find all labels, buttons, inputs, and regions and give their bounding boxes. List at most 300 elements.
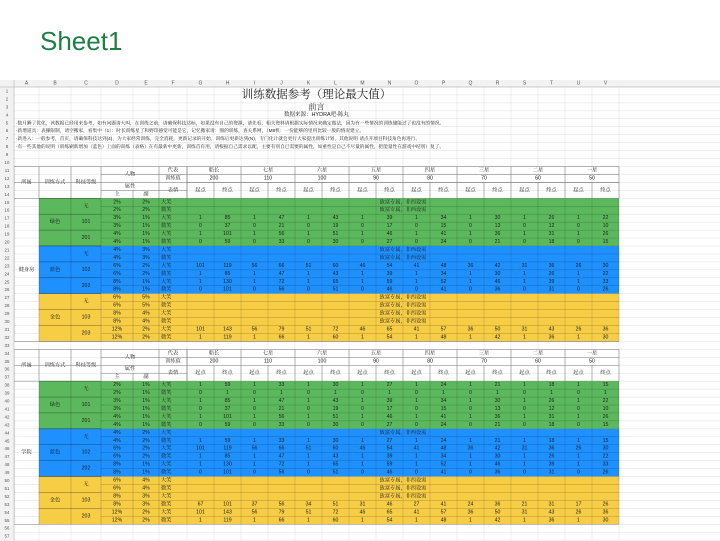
row-number[interactable]: 44 bbox=[4, 430, 10, 436]
data-value: 1 bbox=[469, 231, 472, 238]
column-header-l[interactable]: L bbox=[334, 80, 337, 87]
data-value: 41 bbox=[413, 326, 420, 333]
sub-attr: 2% bbox=[142, 453, 150, 460]
row-number[interactable]: 40 bbox=[4, 398, 10, 404]
data-value: 27 bbox=[386, 239, 393, 246]
data-value: 1 bbox=[415, 334, 418, 341]
sub-attr: 5% bbox=[142, 294, 150, 301]
data-value: 31 bbox=[548, 469, 555, 476]
column-header-g[interactable]: G bbox=[198, 80, 203, 87]
data-value: 1 bbox=[199, 334, 202, 341]
sub-attr: 1% bbox=[142, 398, 150, 405]
data-value: 41 bbox=[440, 469, 447, 476]
doc-note: ·数月瞬了优化，该数据已经用来参考，如有问题请大叫，在训练之前，请确保科技达标，如果没有自己的资源，请先看，相关资料请根据实际情况来确定做法，因为有一些情况的训练储能过了也没有的情况。 bbox=[16, 120, 445, 126]
row-number[interactable]: 34 bbox=[4, 350, 10, 356]
row-number[interactable]: 47 bbox=[4, 454, 10, 460]
data-value: 24 bbox=[440, 421, 447, 428]
start-label: 起点 bbox=[357, 187, 368, 194]
data-value: 31 bbox=[521, 509, 528, 516]
data-value: 36 bbox=[467, 445, 474, 452]
data-value: 59 bbox=[386, 461, 393, 468]
data-value: 101 bbox=[223, 501, 232, 508]
row-number[interactable]: 52 bbox=[4, 493, 10, 499]
data-value: 36 bbox=[494, 286, 501, 293]
rank-value: 60 bbox=[535, 175, 541, 182]
data-value: 0 bbox=[307, 405, 310, 412]
expression: 大笑 bbox=[161, 477, 172, 484]
data-value: 0 bbox=[577, 390, 580, 397]
row-number[interactable]: 21 bbox=[4, 247, 10, 253]
data-value: 0 bbox=[199, 223, 202, 230]
data-value: 1 bbox=[577, 453, 580, 460]
data-value: 42 bbox=[494, 517, 501, 524]
main-attr: 8% bbox=[113, 493, 121, 500]
column-header-f[interactable]: F bbox=[171, 80, 175, 87]
data-value: 41 bbox=[440, 413, 447, 420]
start-label: 起点 bbox=[519, 370, 530, 377]
data-value: 1 bbox=[523, 398, 526, 405]
data-value: 1 bbox=[523, 231, 526, 238]
row-number[interactable]: 31 bbox=[4, 326, 10, 332]
main-attr: 3% bbox=[113, 215, 121, 222]
data-value: 1 bbox=[307, 215, 310, 222]
tier-label: 103 bbox=[81, 314, 91, 321]
data-value: 1 bbox=[523, 437, 526, 444]
data-value: 56 bbox=[278, 413, 285, 420]
row-number[interactable]: 8 bbox=[5, 144, 9, 150]
data-value: 1 bbox=[577, 461, 580, 468]
data-value: 39 bbox=[548, 278, 555, 285]
row-number[interactable]: 24 bbox=[4, 271, 10, 277]
expression: 微笑 bbox=[161, 437, 172, 444]
row-number[interactable]: 29 bbox=[4, 311, 10, 317]
data-value: 59 bbox=[224, 421, 231, 428]
data-value: 66 bbox=[278, 262, 285, 269]
column-header-q[interactable]: Q bbox=[468, 80, 473, 87]
data-value: 10 bbox=[602, 223, 609, 230]
data-value: 1 bbox=[199, 461, 202, 468]
data-value: 1 bbox=[469, 461, 472, 468]
rank-value: 90 bbox=[373, 358, 379, 365]
row-number[interactable]: 20 bbox=[4, 239, 10, 245]
data-value: 0 bbox=[415, 405, 418, 412]
data-value: 1 bbox=[253, 231, 256, 238]
data-value: 0 bbox=[253, 405, 256, 412]
rank-label: 五星 bbox=[370, 350, 382, 357]
data-value: 85 bbox=[224, 270, 231, 277]
data-value: 52 bbox=[440, 278, 447, 285]
start-label: 起点 bbox=[303, 187, 314, 194]
data-value: 57 bbox=[440, 509, 447, 516]
data-value: 42 bbox=[494, 334, 501, 341]
data-value: 36 bbox=[548, 445, 555, 452]
header-sub: 副 bbox=[143, 374, 149, 381]
row-number[interactable]: 53 bbox=[4, 501, 10, 507]
rank-value: 200 bbox=[209, 175, 219, 182]
data-value: 1 bbox=[415, 437, 418, 444]
column-header-p[interactable]: P bbox=[441, 80, 446, 87]
header-figure: 人物 bbox=[124, 354, 136, 361]
data-value: 37 bbox=[224, 405, 231, 412]
row-number[interactable]: 23 bbox=[4, 263, 10, 269]
row-number[interactable]: 6 bbox=[5, 128, 9, 134]
data-value: 26 bbox=[602, 501, 609, 508]
data-value: 31 bbox=[359, 501, 366, 508]
data-value: 36 bbox=[602, 326, 609, 333]
row-number[interactable]: 1 bbox=[5, 88, 9, 94]
data-value: 15 bbox=[602, 239, 609, 246]
data-value: 1 bbox=[361, 270, 364, 277]
rank-value: 110 bbox=[263, 358, 273, 365]
data-value: 31 bbox=[548, 501, 555, 508]
column-header-t[interactable]: T bbox=[549, 80, 554, 87]
data-value: 1 bbox=[469, 215, 472, 222]
column-header-j[interactable]: J bbox=[280, 80, 283, 87]
tier-label: 101 bbox=[81, 402, 91, 408]
start-label: 起点 bbox=[357, 370, 368, 377]
expression: 大笑 bbox=[161, 445, 172, 452]
main-attr: 6% bbox=[113, 445, 121, 452]
data-value: 0 bbox=[361, 390, 364, 397]
main-attr: 6% bbox=[113, 302, 121, 309]
data-value: 101 bbox=[196, 509, 205, 516]
data-value: 1 bbox=[307, 334, 310, 341]
data-value: 1 bbox=[307, 437, 310, 444]
column-header-h[interactable]: H bbox=[225, 80, 230, 87]
data-value: 56 bbox=[278, 469, 285, 476]
data-value: 10 bbox=[602, 405, 609, 412]
status-note: 致富专属，非西设需 bbox=[379, 429, 427, 436]
row-number[interactable]: 14 bbox=[4, 191, 10, 197]
data-value: 46 bbox=[359, 445, 366, 452]
data-value: 26 bbox=[548, 398, 555, 405]
row-number[interactable]: 32 bbox=[4, 334, 10, 340]
expression: 微笑 bbox=[161, 501, 172, 508]
data-value: 1 bbox=[199, 517, 202, 524]
row-number[interactable]: 18 bbox=[4, 223, 10, 229]
data-value: 46 bbox=[494, 278, 501, 285]
column-header-d[interactable]: D bbox=[115, 80, 119, 87]
status-note: 致富专属，非西设需 bbox=[379, 207, 427, 214]
data-value: 12 bbox=[548, 223, 555, 230]
data-value: 18 bbox=[548, 239, 555, 246]
row-number[interactable]: 55 bbox=[4, 517, 10, 523]
rank-label: 六星 bbox=[316, 350, 328, 357]
data-value: 1 bbox=[307, 453, 310, 460]
row-number[interactable]: 49 bbox=[4, 470, 10, 476]
data-value: 1 bbox=[334, 390, 337, 397]
row-number[interactable]: 39 bbox=[4, 390, 10, 396]
data-value: 0 bbox=[469, 469, 472, 476]
data-value: 27 bbox=[386, 382, 393, 389]
data-value: 72 bbox=[278, 461, 285, 468]
data-value: 1 bbox=[523, 461, 526, 468]
row-number[interactable]: 7 bbox=[5, 136, 9, 142]
data-value: 30 bbox=[602, 334, 609, 341]
data-value: 0 bbox=[307, 286, 310, 293]
end-label: 终点 bbox=[222, 370, 233, 377]
row-number[interactable]: 9 bbox=[5, 152, 9, 158]
row-number[interactable]: 3 bbox=[5, 104, 9, 110]
end-label: 终点 bbox=[384, 370, 395, 377]
column-header-k[interactable]: K bbox=[306, 80, 311, 87]
data-value: 26 bbox=[575, 509, 582, 516]
expression: 微笑 bbox=[161, 390, 172, 397]
data-value: 56 bbox=[278, 286, 285, 293]
start-label: 起点 bbox=[519, 187, 530, 194]
expression: 大笑 bbox=[161, 199, 172, 206]
expression: 大笑 bbox=[161, 262, 172, 269]
data-value: 0 bbox=[307, 421, 310, 428]
column-header-n[interactable]: N bbox=[387, 80, 392, 87]
end-label: 终点 bbox=[600, 370, 611, 377]
header-group: 所属 bbox=[21, 179, 32, 186]
data-value: 1 bbox=[415, 453, 418, 460]
main-attr: 6% bbox=[113, 262, 121, 269]
data-value: 72 bbox=[332, 509, 339, 516]
expression: 大笑 bbox=[161, 382, 172, 389]
row-number[interactable]: 45 bbox=[4, 438, 10, 444]
doc-note: ·新进入：一般参考，首页，请确保科技达到(4)，为大家经常训练，完全消耗，更新记录的开始，训练后更新达到(N)，专门化计就会更行大家提出训练计划，其他说明 请点开项目科技角色再进行。 bbox=[16, 136, 421, 142]
row-number[interactable]: 2 bbox=[5, 96, 9, 102]
row-number[interactable]: 46 bbox=[4, 446, 10, 452]
data-value: 15 bbox=[440, 405, 447, 412]
column-header-a[interactable]: A bbox=[24, 80, 29, 87]
data-value: 101 bbox=[223, 286, 232, 293]
data-value: 0 bbox=[577, 421, 580, 428]
row-number[interactable]: 28 bbox=[4, 303, 10, 309]
data-value: 30 bbox=[332, 437, 339, 444]
data-value: 30 bbox=[332, 239, 339, 246]
data-value: 17 bbox=[386, 223, 393, 230]
data-value: 26 bbox=[548, 270, 555, 277]
data-value: 46 bbox=[386, 231, 393, 238]
row-number[interactable]: 13 bbox=[4, 183, 10, 189]
data-value: 0 bbox=[523, 390, 526, 397]
column-header-i[interactable]: I bbox=[253, 80, 256, 87]
tier-label: 103 bbox=[81, 497, 91, 504]
column-header-c[interactable]: C bbox=[84, 80, 88, 87]
data-value: 36 bbox=[467, 326, 474, 333]
data-value: 42 bbox=[494, 445, 501, 452]
header-main: 主 bbox=[114, 374, 120, 381]
rank-label: 七星 bbox=[262, 167, 274, 174]
data-value: 41 bbox=[413, 445, 420, 452]
expression: 大笑 bbox=[161, 509, 172, 516]
end-label: 终点 bbox=[276, 187, 287, 194]
tier-label: 无 bbox=[83, 386, 89, 393]
row-number[interactable]: 50 bbox=[4, 478, 10, 484]
data-value: 1 bbox=[226, 390, 229, 397]
data-value: 0 bbox=[199, 286, 202, 293]
row-number[interactable]: 38 bbox=[4, 382, 10, 388]
row-number[interactable]: 17 bbox=[4, 215, 10, 221]
main-attr: 12% bbox=[111, 326, 123, 333]
data-value: 21 bbox=[278, 223, 285, 230]
row-number[interactable]: 25 bbox=[4, 279, 10, 285]
data-value: 1 bbox=[415, 461, 418, 468]
data-value: 1 bbox=[577, 382, 580, 389]
data-value: 0 bbox=[415, 469, 418, 476]
start-label: 起点 bbox=[573, 187, 584, 194]
row-number[interactable]: 57 bbox=[4, 533, 10, 539]
data-value: 1 bbox=[361, 453, 364, 460]
sub-attr: 4% bbox=[142, 485, 150, 492]
rank-label: 一星 bbox=[586, 350, 598, 357]
main-attr: 4% bbox=[113, 429, 121, 436]
data-value: 1 bbox=[577, 437, 580, 444]
row-number[interactable]: 11 bbox=[4, 167, 10, 173]
rank-label: 六星 bbox=[316, 167, 328, 174]
tier-label: 无 bbox=[83, 250, 89, 257]
column-header-o[interactable]: O bbox=[414, 80, 419, 87]
end-label: 终点 bbox=[546, 370, 557, 377]
status-note: 致富专属，非西设需 bbox=[379, 485, 427, 492]
data-value: 130 bbox=[223, 278, 232, 285]
tier-label: 101 bbox=[81, 219, 91, 226]
column-header-m[interactable]: M bbox=[360, 80, 365, 87]
data-value: 1 bbox=[415, 231, 418, 238]
row-number[interactable]: 16 bbox=[4, 207, 10, 213]
row-number[interactable]: 30 bbox=[4, 319, 10, 325]
expression: 微笑 bbox=[161, 517, 172, 524]
column-header-r[interactable]: R bbox=[495, 80, 500, 87]
tier-label: 无 bbox=[83, 203, 89, 210]
data-value: 1 bbox=[523, 334, 526, 341]
data-value: 51 bbox=[332, 231, 339, 238]
row-number[interactable]: 27 bbox=[4, 295, 10, 301]
data-value: 59 bbox=[224, 382, 231, 389]
row-number[interactable]: 43 bbox=[4, 422, 10, 428]
data-value: 24 bbox=[440, 437, 447, 444]
data-value: 24 bbox=[467, 501, 474, 508]
main-attr: 8% bbox=[113, 310, 121, 317]
data-value: 36 bbox=[467, 262, 474, 269]
data-value: 43 bbox=[332, 398, 339, 405]
sub-attr: 2% bbox=[142, 445, 150, 452]
data-value: 1 bbox=[307, 231, 310, 238]
row-number[interactable]: 37 bbox=[4, 374, 10, 380]
expression: 大笑 bbox=[161, 231, 172, 238]
row-number[interactable]: 35 bbox=[4, 358, 10, 364]
row-number[interactable]: 19 bbox=[4, 231, 10, 237]
main-attr: 12% bbox=[111, 334, 123, 341]
row-number[interactable]: 42 bbox=[4, 414, 10, 420]
row-number[interactable]: 5 bbox=[5, 120, 9, 126]
data-value: 1 bbox=[577, 413, 580, 420]
data-value: 21 bbox=[494, 437, 501, 444]
section-name: 绿色 bbox=[49, 219, 61, 226]
row-number[interactable]: 51 bbox=[4, 485, 10, 491]
data-value: 51 bbox=[332, 286, 339, 293]
row-number[interactable]: 54 bbox=[4, 509, 10, 515]
column-header-u[interactable]: U bbox=[576, 80, 581, 87]
row-number[interactable]: 26 bbox=[4, 287, 10, 293]
main-attr: 6% bbox=[113, 270, 121, 277]
data-value: 41 bbox=[413, 509, 420, 516]
row-number[interactable]: 4 bbox=[5, 112, 9, 118]
data-value: 59 bbox=[224, 239, 231, 246]
data-value: 47 bbox=[278, 398, 285, 405]
header-mode: 训练方式 bbox=[44, 362, 66, 369]
data-value: 101 bbox=[196, 326, 205, 333]
data-value: 1 bbox=[253, 270, 256, 277]
row-number[interactable]: 41 bbox=[4, 406, 10, 412]
data-value: 1 bbox=[253, 517, 256, 524]
row-number[interactable]: 36 bbox=[4, 366, 10, 372]
data-value: 0 bbox=[307, 223, 310, 230]
row-number[interactable]: 10 bbox=[4, 160, 10, 166]
sub-attr: 1% bbox=[142, 215, 150, 222]
data-value: 51 bbox=[305, 509, 312, 516]
row-number[interactable]: 15 bbox=[4, 199, 10, 205]
expression: 微笑 bbox=[161, 405, 172, 412]
status-note: 致富专属，非西设需 bbox=[379, 302, 427, 309]
sub-attr: 1% bbox=[142, 413, 150, 420]
data-value: 36 bbox=[548, 262, 555, 269]
data-value: 1 bbox=[442, 390, 445, 397]
header-attr: 属性 bbox=[124, 183, 136, 190]
expression: 微笑 bbox=[161, 239, 172, 246]
header-attr: 属性 bbox=[124, 366, 136, 373]
sub-attr: 1% bbox=[142, 223, 150, 230]
row-number[interactable]: 22 bbox=[4, 255, 10, 261]
column-header-b[interactable]: B bbox=[53, 80, 57, 87]
column-header-e[interactable]: E bbox=[144, 80, 148, 87]
data-value: 34 bbox=[440, 270, 447, 277]
data-value: 0 bbox=[199, 469, 202, 476]
data-value: 43 bbox=[332, 215, 339, 222]
data-value: 119 bbox=[223, 445, 232, 452]
data-value: 51 bbox=[332, 413, 339, 420]
row-number[interactable]: 33 bbox=[4, 342, 10, 348]
rank-value: 110 bbox=[263, 175, 273, 182]
data-value: 0 bbox=[415, 390, 418, 397]
header-table: 表情 bbox=[167, 370, 179, 377]
data-value: 31 bbox=[548, 231, 555, 238]
rank-value: 60 bbox=[535, 358, 541, 365]
data-value: 26 bbox=[575, 262, 582, 269]
rank-label: 船长 bbox=[208, 167, 220, 174]
column-header-s[interactable]: S bbox=[522, 80, 527, 87]
row-number[interactable]: 48 bbox=[4, 462, 10, 468]
data-value: 39 bbox=[386, 270, 393, 277]
expression: 大笑 bbox=[161, 493, 172, 500]
data-value: 1 bbox=[415, 517, 418, 524]
data-value: 1 bbox=[523, 517, 526, 524]
data-value: 43 bbox=[548, 509, 555, 516]
row-number[interactable]: 56 bbox=[4, 525, 10, 531]
status-note: 致富专属，非西设需 bbox=[379, 310, 427, 317]
data-value: 36 bbox=[494, 501, 501, 508]
end-label: 终点 bbox=[330, 187, 341, 194]
main-attr: 2% bbox=[113, 390, 121, 397]
main-attr: 4% bbox=[113, 421, 121, 428]
data-value: 1 bbox=[523, 453, 526, 460]
data-value: 30 bbox=[602, 262, 609, 269]
data-value: 0 bbox=[415, 421, 418, 428]
column-header-v[interactable]: V bbox=[603, 80, 608, 87]
data-value: 1 bbox=[469, 334, 472, 341]
data-value: 46 bbox=[386, 286, 393, 293]
spreadsheet-grid[interactable] bbox=[0, 80, 720, 541]
expression: 大笑 bbox=[161, 413, 172, 420]
data-value: 34 bbox=[305, 501, 312, 508]
main-attr: 8% bbox=[113, 318, 121, 325]
header-val: 训练值 bbox=[165, 358, 181, 365]
data-value: 0 bbox=[253, 223, 256, 230]
row-number[interactable]: 12 bbox=[4, 175, 10, 181]
